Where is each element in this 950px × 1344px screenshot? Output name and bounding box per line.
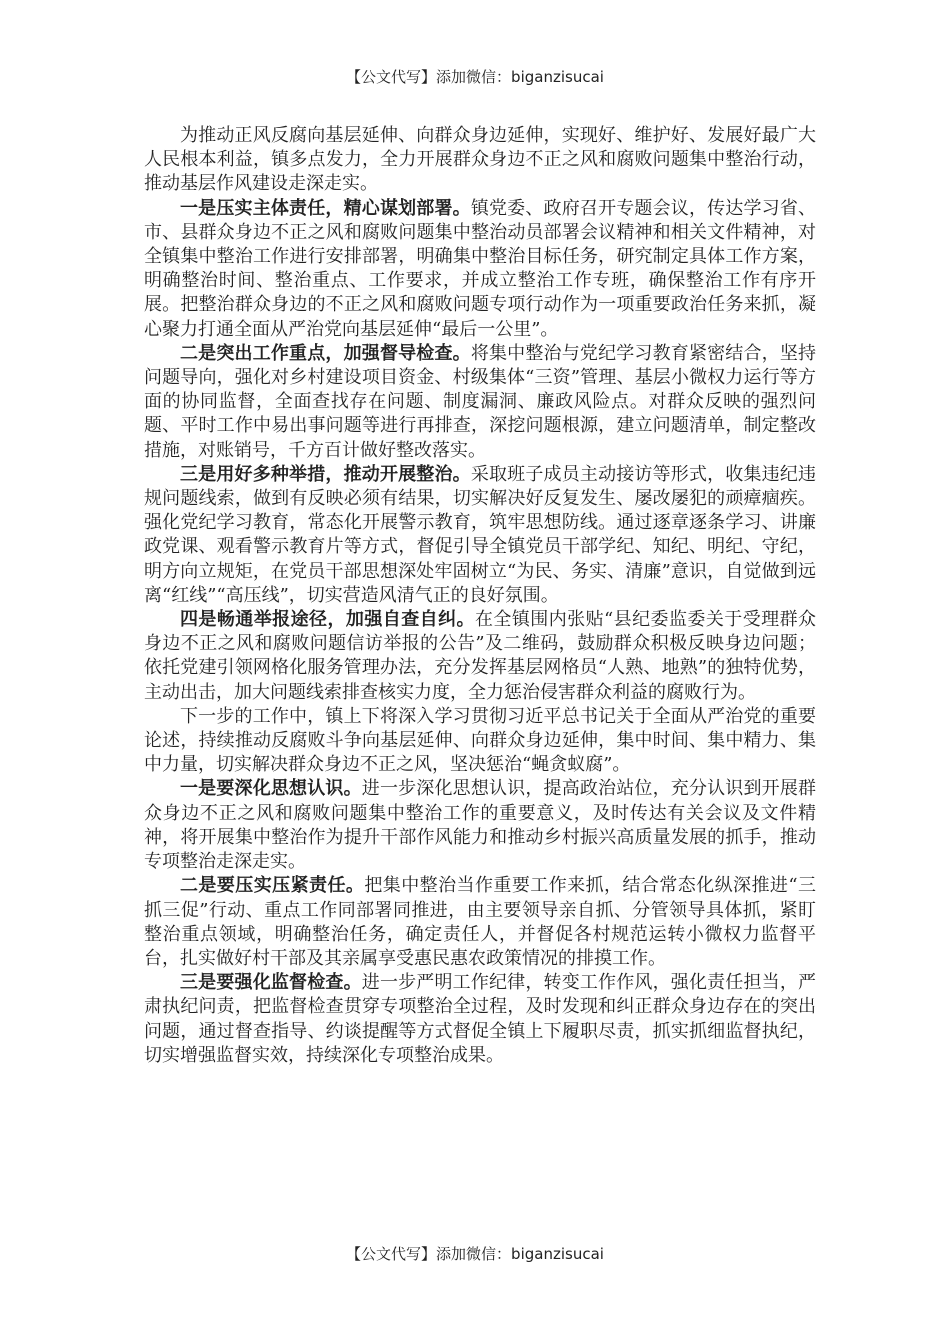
section-heading: 四是畅通举报途径，加强自查自纠。 bbox=[180, 609, 475, 631]
next-step-heading: 二是要压实压紧责任。 bbox=[180, 875, 365, 897]
footer-banner: 【公文代写】添加微信：biganzisucai bbox=[346, 1245, 604, 1263]
section-heading: 二是突出工作重点，加强督导检查。 bbox=[180, 342, 471, 364]
section-paragraph bbox=[144, 197, 816, 342]
next-step-heading: 三是要强化监督检查。 bbox=[180, 972, 362, 994]
next-step-text: 进一步深化思想认识，提高政治站位，充分认识到开展群众身边不正之风和腐败问题集中整治工作的重要意义，及时传达有关会议及文件精神，将开展集中整治作为提升干部作风能力和推动乡村振兴高质量发展的抓手，推动专项整治走深走实。 bbox=[144, 778, 816, 873]
next-step-text: 进一步严明工作纪律，转变工作作风，强化责任担当，严肃执纪问责，把监督检查贯穿专项整治全过程，及时发现和纠正群众身边存在的突出问题，通过督查指导、约谈提醒等方式督促全镇上下履职尽责，抓实抓细监督执纪，切实增强监督实效，持续深化专项整治成果。 bbox=[144, 972, 816, 1066]
section-paragraph bbox=[144, 608, 816, 705]
transition-paragraph: 下一步的工作中，镇上下将深入学习贯彻习近平总书记关于全面从严治党的重要论述，持续推动反腐败斗争向基层延伸、向群众身边延伸，集中时间、集中精力、集中力量，切实解决群众身边不正之风，坚决惩治“蝇贪蚁腐”。 bbox=[144, 705, 816, 776]
next-step-paragraph bbox=[144, 874, 816, 971]
section-text: 在全镇围内张贴“县纪委监委关于受理群众身边不正之风和腐败问题信访举报的公告”及二维码，鼓励群众积极反映身边问题；依托党建引领网格化服务管理办法，充分发挥基层网格员“人熟、地熟”的独特优势，主动出击，加大问题线索排查核实力度，全力惩治侵害群众利益的腐败行为。 bbox=[144, 609, 817, 703]
next-step-heading: 一是要深化思想认识。 bbox=[180, 778, 362, 800]
next-step-paragraph bbox=[144, 971, 816, 1068]
section-heading: 一是压实主体责任，精心谋划部署。 bbox=[180, 197, 471, 219]
section-text: 采取班子成员主动接访等形式，收集违纪违规问题线索，做到有反映必须有结果，切实解决好反复发生、屡改屡犯的顽瘴痼疾。强化党纪学习教育，常态化开展警示教育，筑牢思想防线。通过逐章逐条学习、讲廉政党课、观看警示教育片等方式，督促引导全镇党员干部学纪、知纪、明纪、守纪，明方向立规矩，在党员干部思想深处牢固树立“为民、务实、清廉”意识，自觉做到远离“红线”“高压线”，切实营造风清气正的良好氛围。 bbox=[144, 463, 817, 606]
document-body bbox=[144, 124, 816, 1068]
next-step-paragraph bbox=[144, 777, 816, 874]
header-banner: 【公文代写】添加微信：biganzisucai bbox=[346, 68, 604, 86]
section-text: 镇党委、政府召开专题会议，传达学习省、市、县群众身边不正之风和腐败问题集中整治动员部署会议精神和相关文件精神，对全镇集中整治工作进行安排部署，明确集中整治目标任务，研究制定具体工作方案，明确整治时间、整治重点、工作要求，并成立整治工作专班，确保整治工作有序开展。把整治群众身边的不正之风和腐败问题专项行动作为一项重要政治任务来抓，凝心聚力打通全面从严治党向基层延伸“最后一公里”。 bbox=[144, 197, 817, 340]
intro-paragraph: 为推动正风反腐向基层延伸、向群众身边延伸，实现好、维护好、发展好最广大人民根本利益，镇多点发力，全力开展群众身边不正之风和腐败问题集中整治行动，推动基层作风建设走深走实。 bbox=[144, 125, 816, 195]
section-text: 将集中整治与党纪学习教育紧密结合，坚持问题导向，强化对乡村建设项目资金、村级集体“三资”管理、基层小微权力运行等方面的协同监督，全面查找存在问题、制度漏洞、廉政风险点。对群众反映的强烈问题、平时工作中易出事问题等进行再排查，深挖问题根源，建立问题清单，制定整改措施，对账销号，千方百计做好整改落实。 bbox=[144, 342, 817, 461]
section-heading: 三是用好多种举措，推动开展整治。 bbox=[180, 463, 471, 485]
next-step-text: 把集中整治当作重要工作来抓，结合常态化纵深推进“三抓三促”行动、重点工作同部署同推进，由主要领导亲自抓、分管领导具体抓，紧盯整治重点领域，明确整治任务，确定责任人，并督促各村规范运转小微权力监督平台，扎实做好村干部及其亲属享受惠民惠农政策情况的排摸工作。 bbox=[144, 875, 817, 969]
section-paragraph bbox=[144, 463, 816, 608]
section-paragraph bbox=[144, 342, 816, 463]
